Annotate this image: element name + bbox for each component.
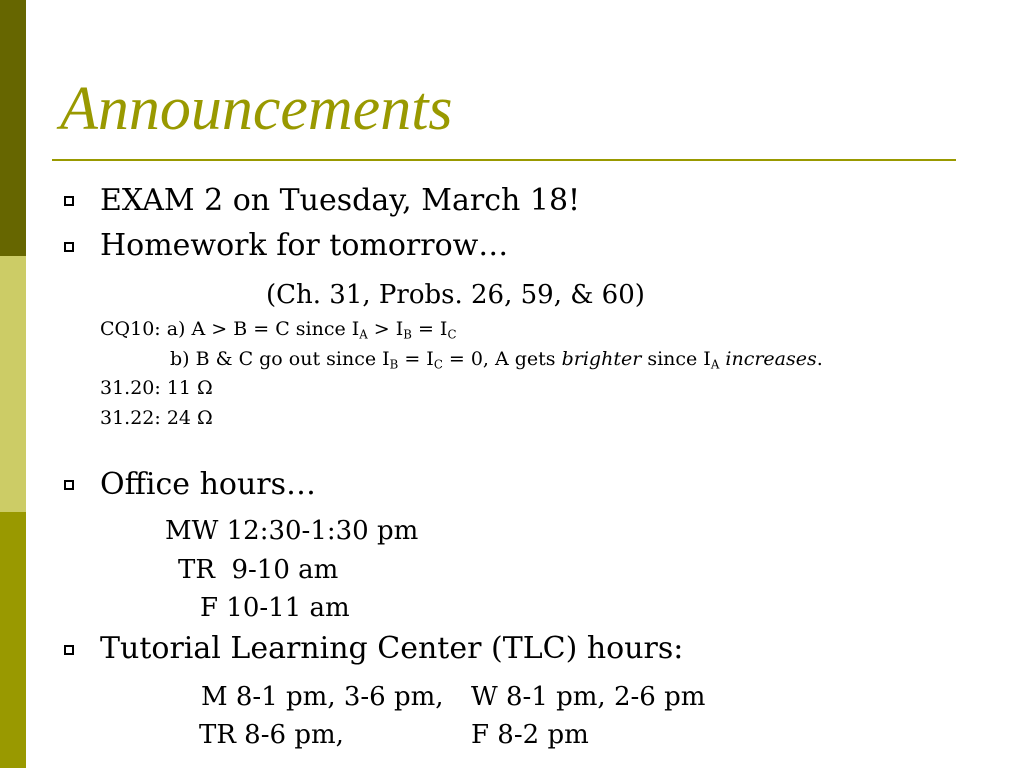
office-hours-tr: TR 9-10 am	[178, 555, 339, 585]
sidebar-middle-band	[0, 256, 26, 512]
square-bullet-icon	[64, 242, 74, 252]
tlc-hours-w: W 8-1 pm, 2-6 pm	[471, 682, 706, 712]
sidebar-bottom-band	[0, 512, 26, 768]
title-divider	[52, 159, 956, 161]
office-hours-f: F 10-11 am	[200, 593, 350, 623]
answer-31-22: 31.22: 24 Ω	[100, 407, 213, 429]
tlc-hours-m: M 8-1 pm, 3-6 pm,	[201, 682, 444, 712]
cq10-answer-b: b) B & C go out since $I_B = I_C = 0$, A gets brighter since $I_A$ increases.	[170, 348, 823, 372]
answer-31-20: 31.20: 11 Ω	[100, 377, 213, 399]
square-bullet-icon	[64, 480, 74, 490]
bullet-office-hours: Office hours…	[100, 467, 317, 502]
bullet-exam: EXAM 2 on Tuesday, March 18!	[100, 183, 581, 218]
tlc-hours-tr: TR 8-6 pm,	[199, 720, 344, 750]
cq10-answer-a: CQ10: a) A > B = C since $I_A > I_B = I_C$	[100, 318, 457, 342]
slide-title: Announcements	[60, 75, 453, 143]
bullet-homework: Homework for tomorrow…	[100, 228, 509, 263]
square-bullet-icon	[64, 196, 74, 206]
homework-problems: (Ch. 31, Probs. 26, 59, & 60)	[266, 280, 645, 310]
bullet-tlc-hours: Tutorial Learning Center (TLC) hours:	[100, 631, 684, 666]
office-hours-mw: MW 12:30-1:30 pm	[165, 516, 419, 546]
tlc-hours-f: F 8-2 pm	[471, 720, 589, 750]
sidebar-top-band	[0, 0, 26, 256]
square-bullet-icon	[64, 645, 74, 655]
